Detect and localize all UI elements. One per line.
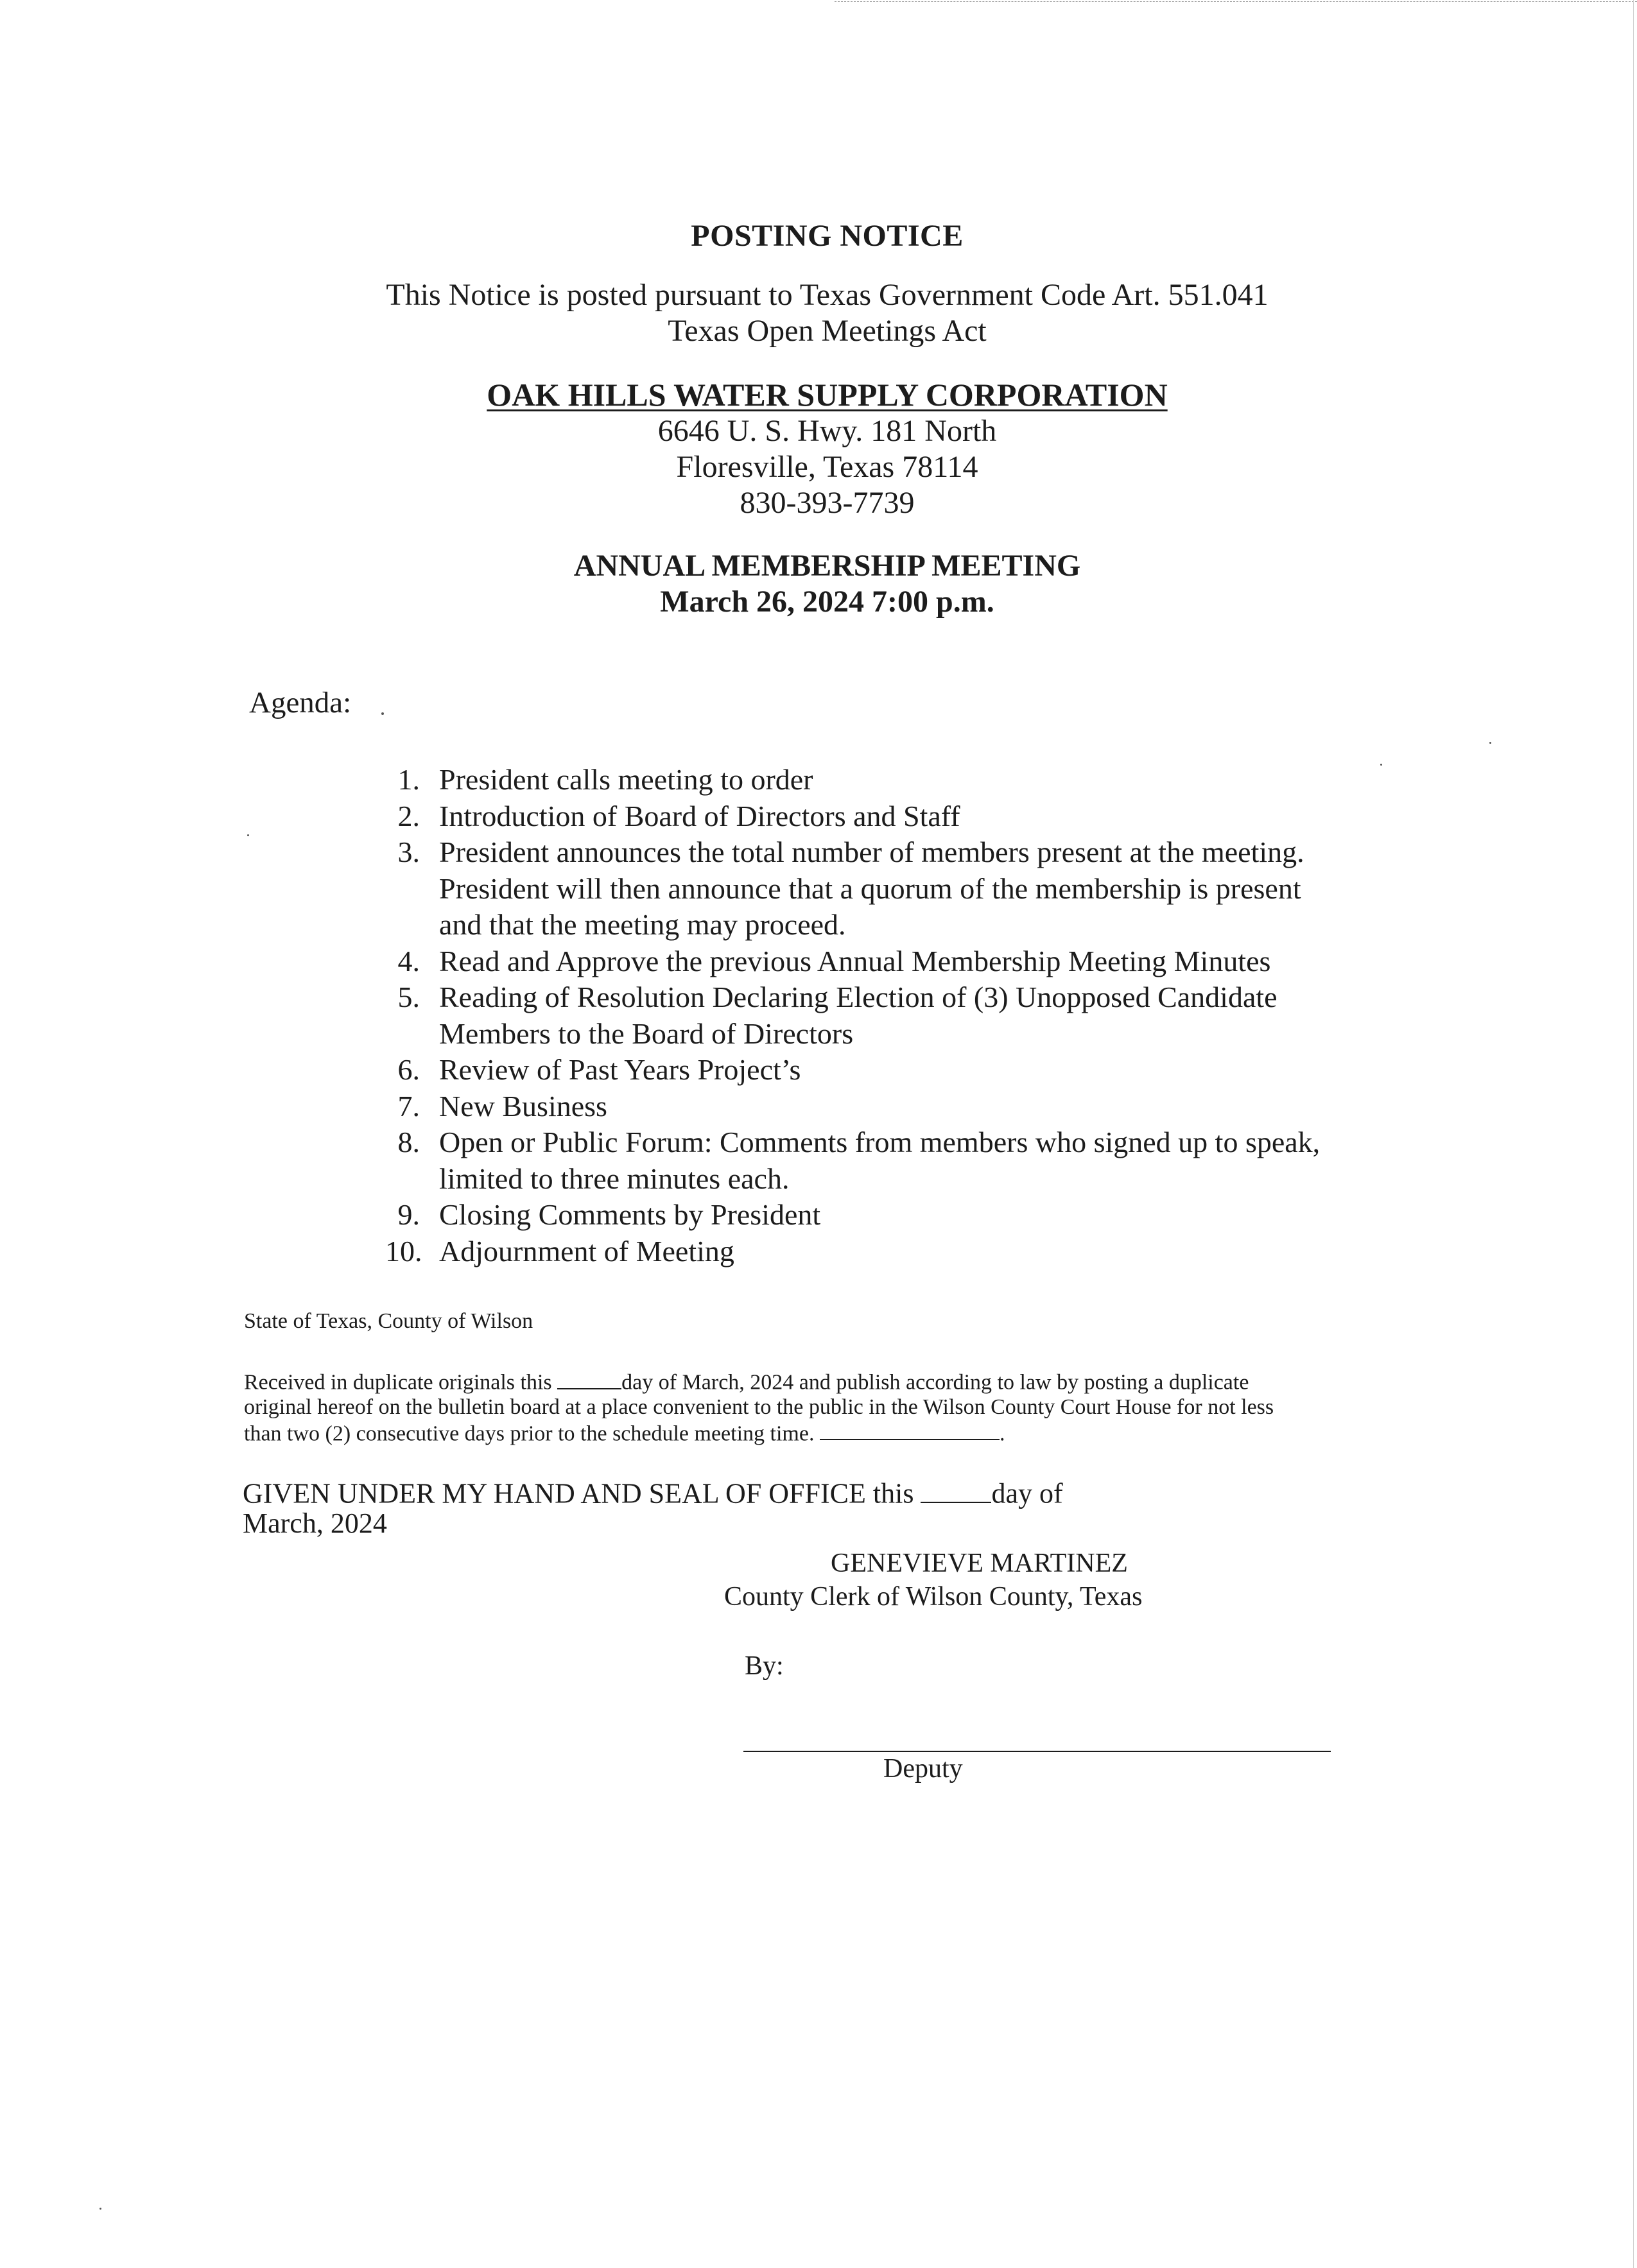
document-title: POSTING NOTICE bbox=[691, 219, 964, 253]
time-blank-field bbox=[820, 1420, 1000, 1441]
agenda-item-number: 4. bbox=[397, 944, 420, 977]
legal-reference-line-2: Texas Open Meetings Act bbox=[668, 314, 987, 348]
clerk-title: County Clerk of Wilson County, Texas bbox=[724, 1582, 1143, 1611]
agenda-item-text: President calls meeting to order bbox=[439, 763, 813, 796]
agenda-list bbox=[385, 762, 1320, 1269]
received-line-3: than two (2) consecutive days prior to the schedule meeting time. bbox=[244, 1422, 815, 1446]
agenda-item bbox=[385, 762, 1320, 798]
agenda-item bbox=[385, 798, 1320, 835]
agenda-label: Agenda: bbox=[249, 686, 352, 719]
seal-statement bbox=[243, 1476, 1063, 1538]
meeting-datetime: March 26, 2024 7:00 p.m. bbox=[660, 585, 994, 619]
meeting-name: ANNUAL MEMBERSHIP MEETING bbox=[573, 549, 1081, 583]
agenda-item bbox=[385, 943, 1320, 980]
scan-speck bbox=[381, 712, 384, 715]
agenda-item-text: New Business bbox=[439, 1089, 607, 1122]
agenda-item-text: Adjournment of Meeting bbox=[439, 1234, 734, 1267]
scan-speck bbox=[100, 2208, 101, 2210]
agenda-item-text: and that the meeting may proceed. bbox=[439, 908, 846, 941]
received-prefix: Received in duplicate originals this bbox=[244, 1370, 552, 1395]
scan-speck bbox=[1380, 764, 1382, 766]
agenda-item-text: President will then announce that a quorum of the membership is present bbox=[439, 872, 1301, 905]
agenda-item-text: Review of Past Years Project’s bbox=[439, 1053, 801, 1086]
deputy-label: Deputy bbox=[883, 1754, 963, 1783]
agenda-item-number: 5. bbox=[397, 981, 420, 1013]
agenda-item bbox=[385, 1124, 1320, 1197]
agenda-item bbox=[385, 1233, 1320, 1270]
given-prefix: GIVEN UNDER MY HAND AND SEAL OF OFFICE this bbox=[243, 1477, 914, 1509]
agenda-item bbox=[385, 1052, 1320, 1088]
legal-reference-line-1: This Notice is posted pursuant to Texas Government Code Art. 551.041 bbox=[386, 278, 1269, 312]
agenda-item-text: limited to three minutes each. bbox=[439, 1162, 790, 1195]
agenda-item bbox=[385, 979, 1320, 1052]
agenda-item-text: Read and Approve the previous Annual Membership Meeting Minutes bbox=[439, 944, 1271, 977]
agenda-item-text: Open or Public Forum: Comments from members who signed up to speak, bbox=[439, 1126, 1321, 1158]
agenda-item-text: Reading of Resolution Declaring Election of (3) Unopposed Candidate bbox=[439, 981, 1278, 1013]
given-line-2: March, 2024 bbox=[243, 1507, 387, 1539]
organization-address-line-1: 6646 U. S. Hwy. 181 North bbox=[657, 414, 997, 448]
seal-day-blank-field bbox=[921, 1476, 991, 1503]
agenda-item-text: President announces the total number of members present at the meeting. bbox=[439, 836, 1304, 868]
received-end: . bbox=[999, 1422, 1005, 1446]
agenda-item bbox=[385, 834, 1320, 943]
agenda-item-number: 8. bbox=[397, 1126, 420, 1158]
organization-address-line-2: Floresville, Texas 78114 bbox=[676, 450, 978, 484]
jurisdiction-line: State of Texas, County of Wilson bbox=[244, 1309, 533, 1333]
day-blank-field bbox=[557, 1368, 621, 1389]
agenda-item-number: 3. bbox=[397, 836, 420, 868]
scan-edge-top bbox=[835, 1, 1637, 2]
received-statement bbox=[244, 1368, 1274, 1446]
given-suffix: day of bbox=[991, 1477, 1063, 1509]
agenda-item-number: 1. bbox=[397, 763, 420, 796]
organization-name: OAK HILLS WATER SUPPLY CORPORATION bbox=[487, 377, 1168, 413]
agenda-item-number: 2. bbox=[397, 799, 420, 832]
scan-speck bbox=[247, 834, 249, 836]
scan-speck bbox=[1489, 742, 1491, 744]
agenda-item-text: Members to the Board of Directors bbox=[439, 1017, 854, 1050]
received-suffix: day of March, 2024 and publish according to law by posting a duplicate bbox=[621, 1370, 1249, 1395]
by-label: By: bbox=[745, 1651, 784, 1681]
agenda-item-number: 9. bbox=[397, 1198, 420, 1231]
agenda-item-number: 10. bbox=[385, 1234, 422, 1267]
agenda-item-text: Introduction of Board of Directors and Staff bbox=[439, 799, 960, 832]
organization-phone: 830-393-7739 bbox=[740, 486, 915, 520]
agenda-item bbox=[385, 1088, 1320, 1125]
agenda-item-number: 6. bbox=[397, 1053, 420, 1086]
agenda-item-text: Closing Comments by President bbox=[439, 1198, 821, 1231]
signature-line bbox=[743, 1751, 1331, 1752]
received-line-2: original hereof on the bulletin board at a place convenient to the public in the Wilson County Court House for not less bbox=[244, 1395, 1274, 1419]
agenda-item-number: 7. bbox=[397, 1089, 420, 1122]
agenda-item bbox=[385, 1197, 1320, 1233]
clerk-name: GENEVIEVE MARTINEZ bbox=[831, 1549, 1128, 1578]
